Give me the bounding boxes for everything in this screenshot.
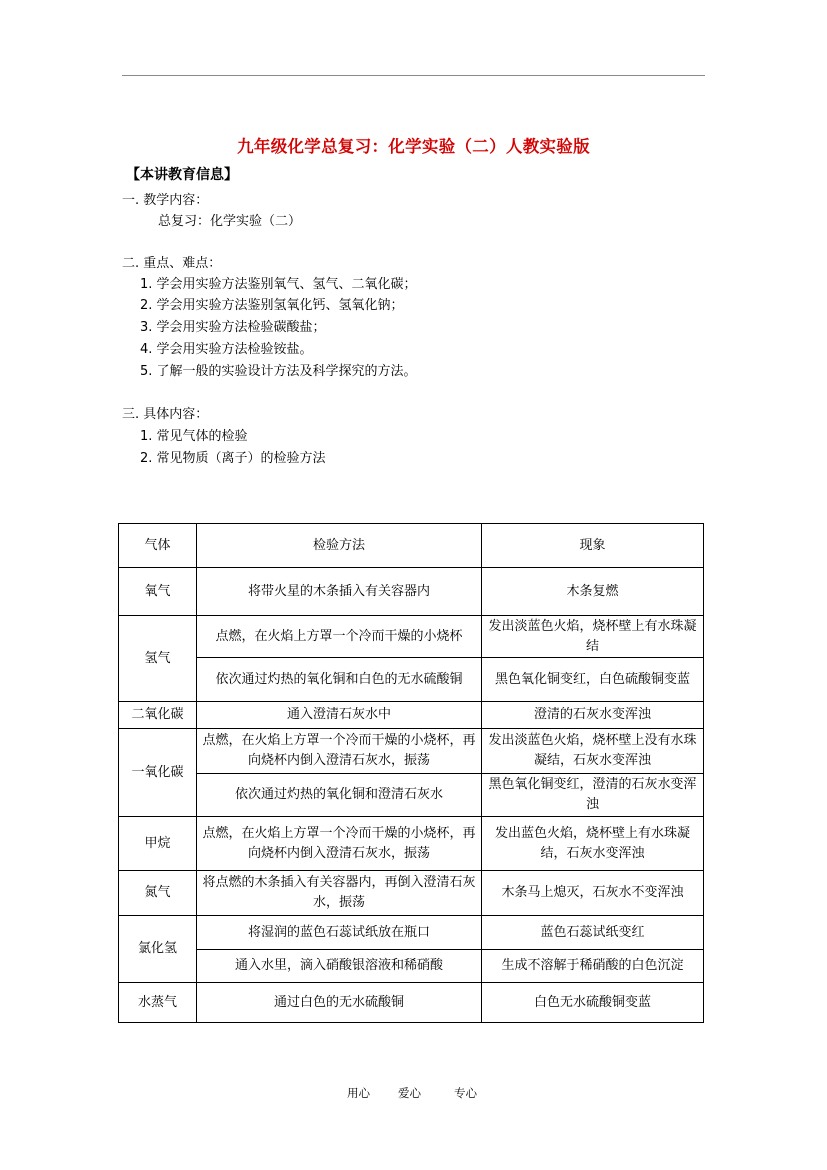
gas-cell: 氧气 <box>119 568 197 616</box>
method-cell: 依次通过灼热的氧化铜和澄清石灰水 <box>197 774 482 817</box>
footer-middle: 爱心 <box>398 1086 421 1100</box>
result-cell: 澄清的石灰水变浑浊 <box>482 702 704 729</box>
result-cell: 发出蓝色火焰，烧杯壁上有水珠凝结，石灰水变浑浊 <box>482 817 704 871</box>
table-row <box>119 658 704 702</box>
table-row <box>119 871 704 916</box>
outline-part1-label: 一. 教学内容： <box>122 193 209 208</box>
method-cell: 点燃，在火焰上方罩一个冷而干燥的小烧杯，再向烧杯内倒入澄清石灰水，振荡 <box>197 729 482 774</box>
method-cell: 将湿润的蓝色石蕊试纸放在瓶口 <box>197 916 482 950</box>
result-cell: 黑色氧化铜变红，白色硫酸铜变蓝 <box>482 658 704 702</box>
table-header-row <box>119 524 704 568</box>
method-cell: 点燃，在火焰上方罩一个冷而干燥的小烧杯，再向烧杯内倒入澄清石灰水，振荡 <box>197 817 482 871</box>
result-cell: 发出淡蓝色火焰，烧杯壁上没有水珠凝结，石灰水变浑浊 <box>482 729 704 774</box>
method-cell: 通过白色的无水硫酸铜 <box>197 983 482 1023</box>
table-row <box>119 817 704 871</box>
result-cell: 蓝色石蕊试纸变红 <box>482 916 704 950</box>
outline-part2-item: 4. 学会用实验方法检验铵盐。 <box>140 342 313 357</box>
gas-cell: 甲烷 <box>119 817 197 871</box>
table-row <box>119 916 704 950</box>
header-cell-method: 检验方法 <box>197 524 482 568</box>
result-cell: 发出淡蓝色火焰，烧杯壁上有水珠凝结 <box>482 616 704 658</box>
method-cell: 将带火星的木条插入有关容器内 <box>197 568 482 616</box>
table-row <box>119 774 704 817</box>
outline-part3-label: 三. 具体内容： <box>122 407 209 422</box>
outline-part1-content: 总复习：化学实验（二） <box>158 214 302 229</box>
table-row <box>119 568 704 616</box>
outline-part2-item: 3. 学会用实验方法检验碳酸盐； <box>140 320 326 335</box>
outline-part2-label: 二. 重点、难点： <box>122 256 222 271</box>
result-cell: 木条复燃 <box>482 568 704 616</box>
gas-cell: 二氧化碳 <box>119 702 197 729</box>
section-heading: 【本讲教育信息】 <box>126 167 238 183</box>
header-rule <box>122 75 705 76</box>
table-row <box>119 983 704 1023</box>
result-cell: 生成不溶解于稀硝酸的白色沉淀 <box>482 950 704 983</box>
method-cell: 通入水里，滴入硝酸银溶液和稀硝酸 <box>197 950 482 983</box>
gas-cell: 一氧化碳 <box>119 729 197 817</box>
result-cell: 白色无水硫酸铜变蓝 <box>482 983 704 1023</box>
table-row <box>119 702 704 729</box>
footer-right: 专心 <box>454 1086 477 1100</box>
gas-cell: 氢气 <box>119 616 197 702</box>
method-cell: 通入澄清石灰水中 <box>197 702 482 729</box>
outline-part2-item: 2. 学会用实验方法鉴别氢氧化钙、氢氧化钠； <box>140 298 404 313</box>
gas-cell: 氮气 <box>119 871 197 916</box>
footer-left: 用心 <box>347 1086 370 1100</box>
header-cell-gas: 气体 <box>119 524 197 568</box>
outline-part2-item: 1. 学会用实验方法鉴别氧气、氢气、二氧化碳； <box>140 277 417 292</box>
gas-cell: 水蒸气 <box>119 983 197 1023</box>
table-row <box>119 950 704 983</box>
table-row <box>119 616 704 658</box>
outline-part3-item: 1. 常见气体的检验 <box>140 429 248 444</box>
table-row <box>119 729 704 774</box>
document-title: 九年级化学总复习：化学实验（二）人教实验版 <box>237 137 590 156</box>
outline-part2-item: 5. 了解一般的实验设计方法及科学探究的方法。 <box>140 364 417 379</box>
outline-part3-item: 2. 常见物质（离子）的检验方法 <box>140 451 326 466</box>
gas-cell: 氯化氢 <box>119 916 197 983</box>
method-cell: 点燃，在火焰上方罩一个冷而干燥的小烧杯 <box>197 616 482 658</box>
result-cell: 黑色氧化铜变红，澄清的石灰水变浑浊 <box>482 774 704 817</box>
method-cell: 将点燃的木条插入有关容器内，再倒入澄清石灰水，振荡 <box>197 871 482 916</box>
result-cell: 木条马上熄灭，石灰水不变浑浊 <box>482 871 704 916</box>
header-cell-result: 现象 <box>482 524 704 568</box>
method-cell: 依次通过灼热的氧化铜和白色的无水硫酸铜 <box>197 658 482 702</box>
gas-test-table <box>118 523 704 1023</box>
